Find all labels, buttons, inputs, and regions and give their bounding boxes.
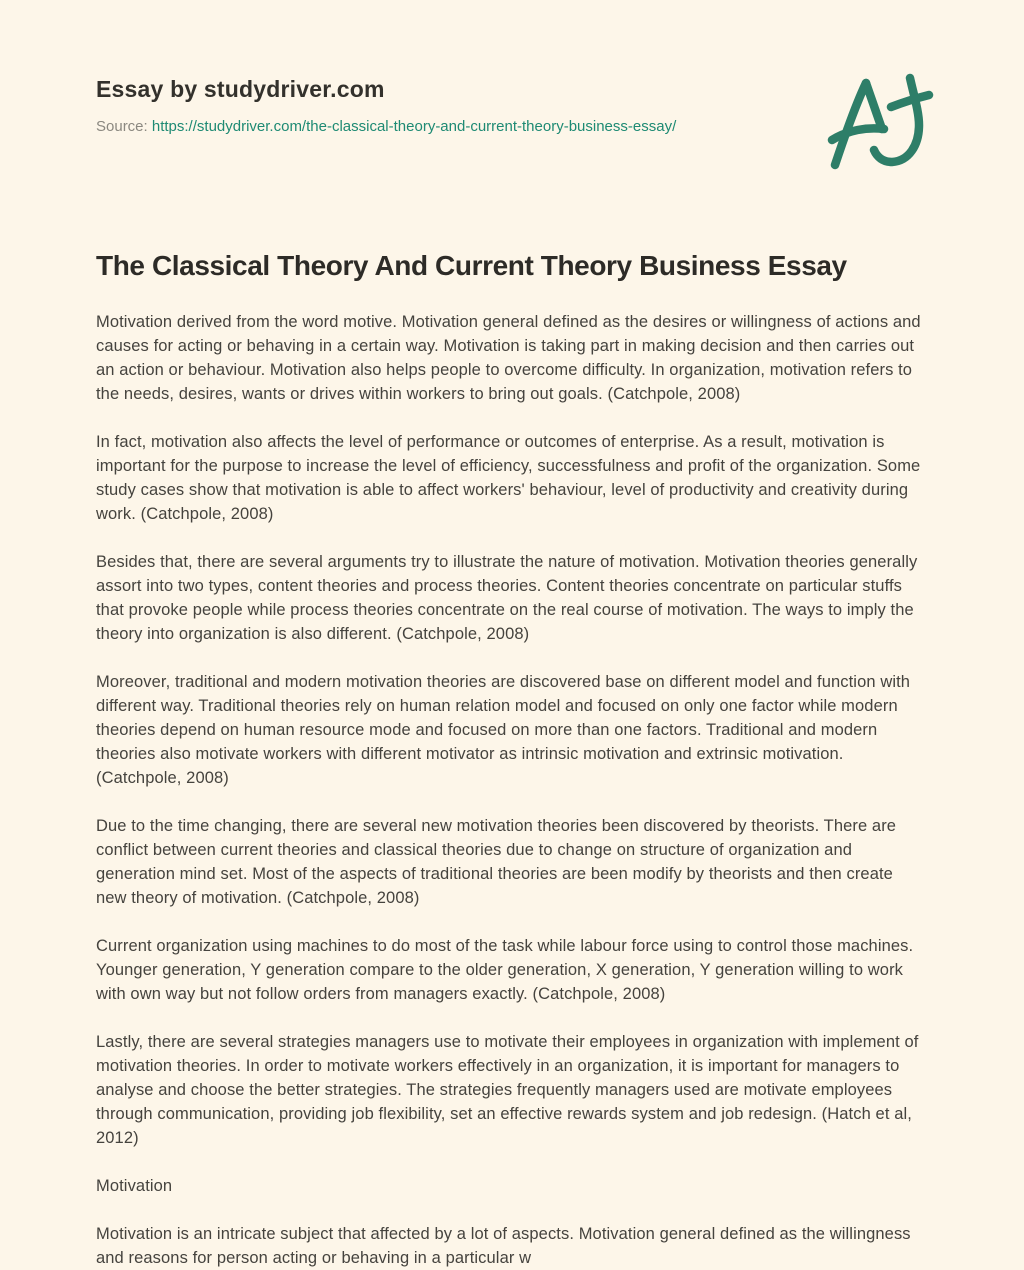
- page-header: [96, 76, 928, 135]
- article-title: The Classical Theory And Current Theory Business Essay: [96, 250, 847, 282]
- essay-subheading: Motivation: [96, 1177, 173, 1196]
- site-header-title: Essay by studydriver.com: [96, 76, 385, 102]
- essay-body: [96, 310, 928, 1270]
- essay-paragraph: In fact, motivation also affects the level of performance or outcomes of enterprise. As a result, motivation is important for the purpose to increase the level of efficiency, successfulness and profit of the organization. Some study cases show that motivation is able to affect workers' behaviour, level of productivity and creativity during work. (Catchpole, 2008): [96, 433, 921, 524]
- essay-paragraph: Motivation is an intricate subject that affected by a lot of aspects. Motivation general defined as the willingness and reasons for person acting or behaving in a particular w: [96, 1225, 911, 1268]
- essay-paragraph: Besides that, there are several arguments try to illustrate the nature of motivation. Motivation theories generally assort into two types, content theories and process theories. Content theories concentrate on particular stuffs that provoke people while process theories concentrate on the real course of motivation. The ways to imply the theory into organization is also different. (Catchpole, 2008): [96, 553, 918, 644]
- essay-paragraph: Motivation derived from the word motive. Motivation general defined as the desires or willingness of actions and causes for acting or behaving in a certain way. Motivation is taking part in making decision and then carries out an action or behaviour. Motivation also helps people to overcome difficulty. In organization, motivation refers to the needs, desires, wants or drives within workers to bring out goals. (Catchpole, 2008): [96, 313, 921, 404]
- aplus-logo-icon: [824, 66, 936, 170]
- source-line: [96, 118, 928, 135]
- essay-paragraph: Current organization using machines to do most of the task while labour force using to control those machines. Younger generation, Y generation compare to the older generation, X generation, Y generation willing to work with own way but not follow orders from managers exactly. (Catchpole, 2008): [96, 937, 914, 1004]
- essay-paragraph: Moreover, traditional and modern motivation theories are discovered base on different model and function with different way. Traditional theories rely on human relation model and focused on only one factor while modern theories depend on human resource mode and focused on more than one factors. Traditional and modern theories also motivate workers with different motivator as intrinsic motivation and extrinsic motivation. (Catchpole, 2008): [96, 673, 911, 788]
- source-label: Source:: [96, 118, 148, 136]
- essay-paragraph: Lastly, there are several strategies managers use to motivate their employees in organization with implement of motivation theories. In order to motivate workers effectively in an organization, it is important for managers to analyse and choose the better strategies. The strategies frequently managers used are motivate employees through communication, providing job flexibility, set an effective rewards system and job redesign. (Hatch et al, 2012): [96, 1033, 919, 1148]
- essay-paragraph: Due to the time changing, there are several new motivation theories been discovered by theorists. There are conflict between current theories and classical theories due to change on structure of organization and generation mind set. Most of the aspects of traditional theories are been modify by theorists and then create new theory of motivation. (Catchpole, 2008): [96, 817, 897, 908]
- source-link[interactable]: https://studydriver.com/the-classical-theory-and-current-theory-business-essay/: [151, 118, 677, 136]
